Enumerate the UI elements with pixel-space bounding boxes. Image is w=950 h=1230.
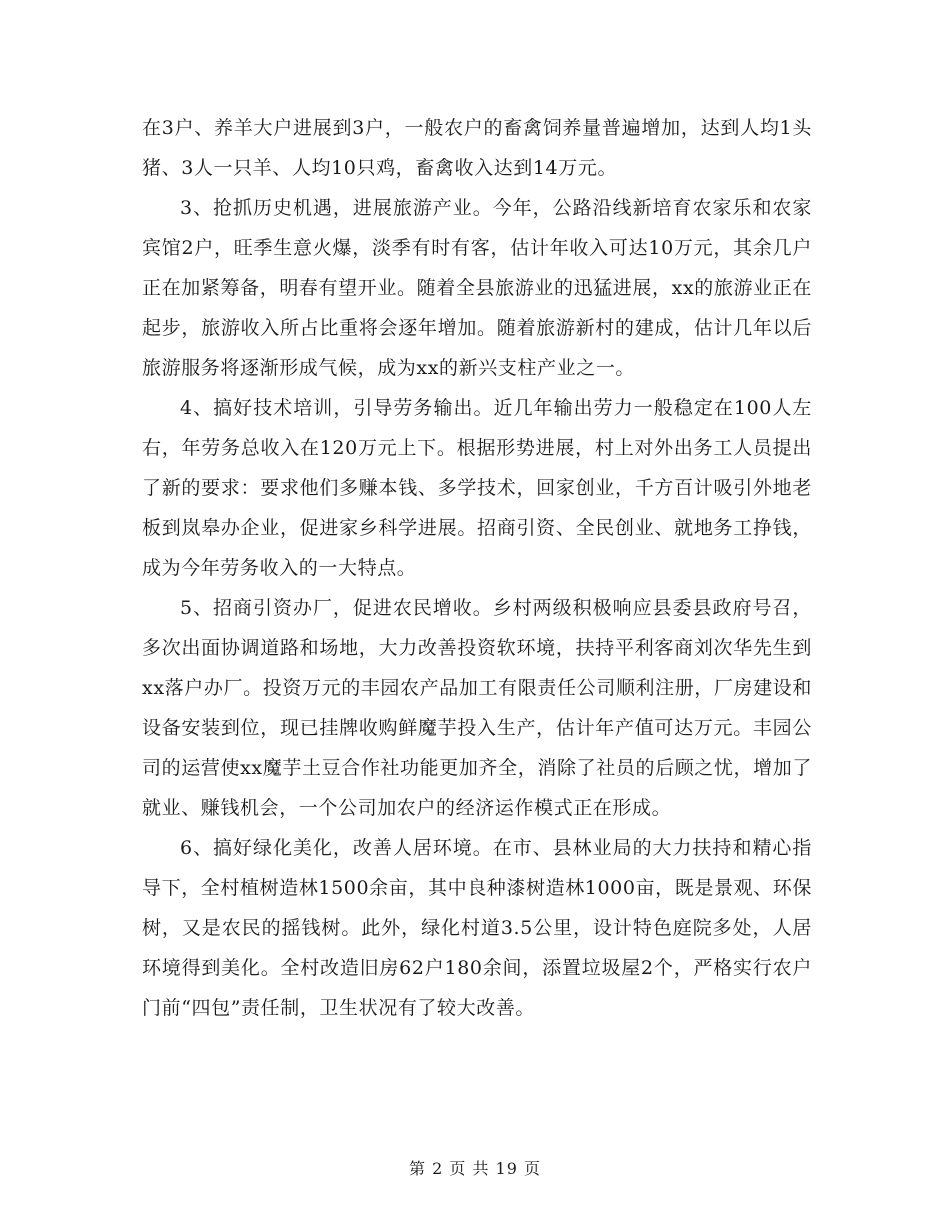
paragraph-1: 在3户、养羊大户进展到3户，一般农户的畜禽饲养量普遍增加，达到人均1头猪、3人一只羊、人均10只鸡，畜禽收入达到14万元。 <box>142 117 812 179</box>
paragraph-3: 4、搞好技术培训，引导劳务输出。近几年输出劳力一般稳定在100人左右，年劳务总收入在120万元上下。根据形势进展，村上对外出务工人员提出了新的要求：要求他们多赚本钱、多学技术，回家创业，千方百计吸引外地老板到岚皋办企业，促进家乡科学进展。招商引资、全民创业、就地务工挣钱，成为今年劳务收入的一大特点。 <box>142 397 812 579</box>
document-body <box>142 108 812 1028</box>
page-number-footer: 第 2 页 共 19 页 <box>409 1159 541 1178</box>
paragraph-2: 3、抢抓历史机遇，进展旅游产业。今年，公路沿线新培育农家乐和农家宾馆2户，旺季生意火爆，淡季有时有客，估计年收入可达10万元，其余几户正在加紧筹备，明春有望开业。随着全县旅游业的迅猛进展，xx的旅游业正在起步，旅游收入所占比重将会逐年增加。随着旅游新村的建成，估计几年以后旅游服务将逐渐形成气候，成为xx的新兴支柱产业之一。 <box>142 197 812 379</box>
paragraph-4: 5、招商引资办厂，促进农民增收。乡村两级积极响应县委县政府号召，多次出面协调道路和场地，大力改善投资软环境，扶持平利客商刘次华先生到xx落户办厂。投资万元的丰园农产品加工有限责任公司顺利注册，厂房建设和设备安装到位，现已挂牌收购鲜魔芋投入生产，估计年产值可达万元。丰园公司的运营使xx魔芋土豆合作社功能更加齐全，消除了社员的后顾之忧，增加了就业、赚钱机会，一个公司加农户的经济运作模式正在形成。 <box>142 597 812 819</box>
paragraph-5: 6、搞好绿化美化，改善人居环境。在市、县林业局的大力扶持和精心指导下，全村植树造林1500余亩，其中良种漆树造林1000亩，既是景观、环保树，又是农民的摇钱树。此外，绿化村道3.5公里，设计特色庭院多处，人居环境得到美化。全村改造旧房62户180余间，添置垃圾屋2个，严格实行农户门前“四包”责任制，卫生状况有了较大改善。 <box>142 837 812 1019</box>
